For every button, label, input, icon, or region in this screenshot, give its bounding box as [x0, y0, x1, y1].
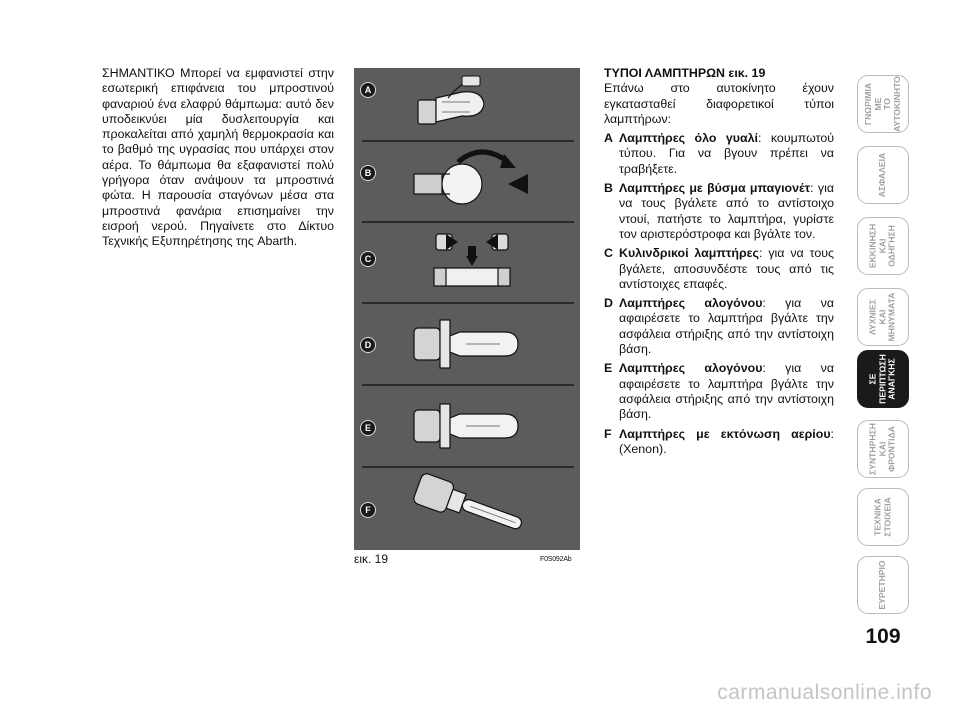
tab-maintenance[interactable] [857, 420, 909, 478]
tab-starting-driving[interactable] [857, 217, 909, 275]
tab-index[interactable] [857, 556, 909, 614]
left-paragraph: ΣΗΜΑΝΤΙΚΟ Μπορεί να εμφανιστεί στην εσωτερική επιφάνεια του μπροστινού φαναριού ένα ελαφρύ θάμπωμα: αυτό δεν υποδεικνύει μία δυσλειτουργία και προκαλείται από χαμηλή θερμοκρασία και το βαθμό της υγρασίας που υπάρχει στον αέρα. Το θάμπωμα θα εξαφανιστεί πολύ γρήγορα όταν ανάψουν τα μπροστινά φώτα. Η παρουσία σταγόνων μέσα στα μπροστινά φανάρια επισημαίνει την εισροή νερού. Πηγαίνετε στο Δίκτυο Τεχνικής Εξυπηρέτησης της Abarth. [102, 66, 334, 249]
lamp-type-desc: : για να αφαιρέσετε το λαμπτήρα βγάλτε την ασφάλεια στήριξης από την αντίστοιχη βάση. [619, 296, 834, 357]
lamp-type-item [604, 296, 834, 357]
festoon-bulb-drawing [400, 226, 540, 300]
lamp-type-letter: A [604, 131, 613, 146]
lamp-type-name: Λαμπτήρες αλογόνου [619, 361, 763, 376]
figure-divider [362, 384, 574, 386]
tab-technical-data[interactable] [857, 488, 909, 546]
tab-warning-lights[interactable] [857, 288, 909, 346]
lamp-type-name: Λαμπτήρες αλογόνου [619, 296, 763, 311]
lamp-types-column [604, 66, 834, 461]
bulb-letter-f: F [360, 502, 376, 518]
bayonet-bulb-drawing [400, 144, 540, 218]
lamp-types-intro: Επάνω στο αυτοκίνητο έχουν εγκατασταθεί διαφορετικοί τύποι λαμπτήρων: [604, 81, 834, 126]
halogen-bulb-e-drawing [400, 388, 540, 464]
page-number: 109 [865, 625, 901, 648]
bulb-letter-c: C [360, 251, 376, 267]
tab-label: ΕΚΚΙΝΗΣΗ ΚΑΙ ΟΔΗΓΗΣΗ [867, 223, 897, 269]
tab-label: ΣΕ ΠΕΡΙΠΤΩΣΗ ΑΝΑΓΚΗΣ [867, 354, 897, 404]
lamp-type-item [604, 361, 834, 422]
bulb-letter-b: B [360, 165, 376, 181]
lamp-type-item [604, 246, 834, 292]
bulb-letter-e: E [360, 420, 376, 436]
lamp-type-desc: : κουμπωτού τύπου. Για να βγουν πρέπει να τραβήξετε. [619, 131, 834, 176]
lamp-type-desc: : για να αφαιρέσετε το λαμπτήρα βγάλτε την ασφάλεια στήριξης από την αντίστοιχη βάση. [619, 361, 834, 422]
tab-label: ΣΥΝΤΗΡΗΣΗ ΚΑΙ ΦΡΟΝΤΙΔΑ [867, 423, 897, 475]
bulb-letter-a: A [360, 82, 376, 98]
wedge-bulb-drawing [400, 72, 520, 136]
tab-emergency[interactable] [857, 350, 909, 408]
lamp-type-desc: : για να τους βγάλετε, αποσυνδέστε τους από τις αντίστοιχες επαφές. [619, 246, 834, 291]
lamp-type-desc: : για να τους βγάλετε από το αντίστοιχο ντουί, πατήστε το λαμπτήρα, γυρίστε τον αριστερόστροφα και βγάλτε τον. [619, 181, 835, 241]
lamp-type-letter: F [604, 426, 612, 441]
tab-label: ΓΝΩΡΙΜΙΑ ΜΕ ΤΟ ΑΥΤΟΚΙΝΗΤΟ [862, 76, 902, 132]
lamp-type-name: Λαμπτήρες με βύσμα μπαγιονέτ [619, 181, 811, 196]
tab-label: ΤΕΧΝΙΚΑ ΣΤΟΙΧΕΙΑ [872, 497, 892, 537]
lamp-type-item [604, 181, 834, 242]
tab-label: ΛΥΧΝΙΕΣ ΚΑΙ ΜΗΝΥΜΑΤΑ [867, 292, 897, 342]
tab-label: ΕΥΡΕΤΗΡΙΟ [877, 560, 888, 610]
lamp-type-desc: : (Xenon). [619, 426, 834, 456]
lamp-type-letter: C [604, 246, 613, 261]
lamp-type-letter: B [604, 181, 613, 196]
lamp-type-item [604, 131, 834, 177]
lamp-type-item [604, 427, 834, 458]
figure-divider [362, 466, 574, 468]
figure-divider [362, 140, 574, 142]
lamp-types-title: ΤΥΠΟΙ ΛΑΜΠΤΗΡΩΝ εικ. 19 [604, 66, 766, 80]
tab-getting-to-know[interactable] [857, 75, 909, 133]
tab-safety[interactable] [857, 146, 909, 204]
figure-divider [362, 302, 574, 304]
lamp-type-letter: E [604, 361, 613, 376]
figure-code: F0S092Ab [540, 556, 572, 563]
halogen-bulb-d-drawing [400, 306, 540, 382]
tab-label: ΑΣΦΑΛΕΙΑ [877, 152, 888, 198]
lamp-type-letter: D [604, 296, 613, 311]
lamp-type-name: Λαμπτήρες όλο γυαλί [619, 131, 758, 146]
lamp-type-name: Λαμπτήρες με εκτόνωση αερίου [619, 426, 831, 441]
figure-divider [362, 221, 574, 223]
bulb-letter-d: D [360, 337, 376, 353]
watermark: carmanualsonline.info [717, 681, 932, 704]
xenon-bulb-drawing [400, 470, 550, 546]
lamp-type-name: Κυλινδρικοί λαμπτήρες [619, 246, 759, 261]
figure-caption: εικ. 19 [354, 552, 389, 566]
